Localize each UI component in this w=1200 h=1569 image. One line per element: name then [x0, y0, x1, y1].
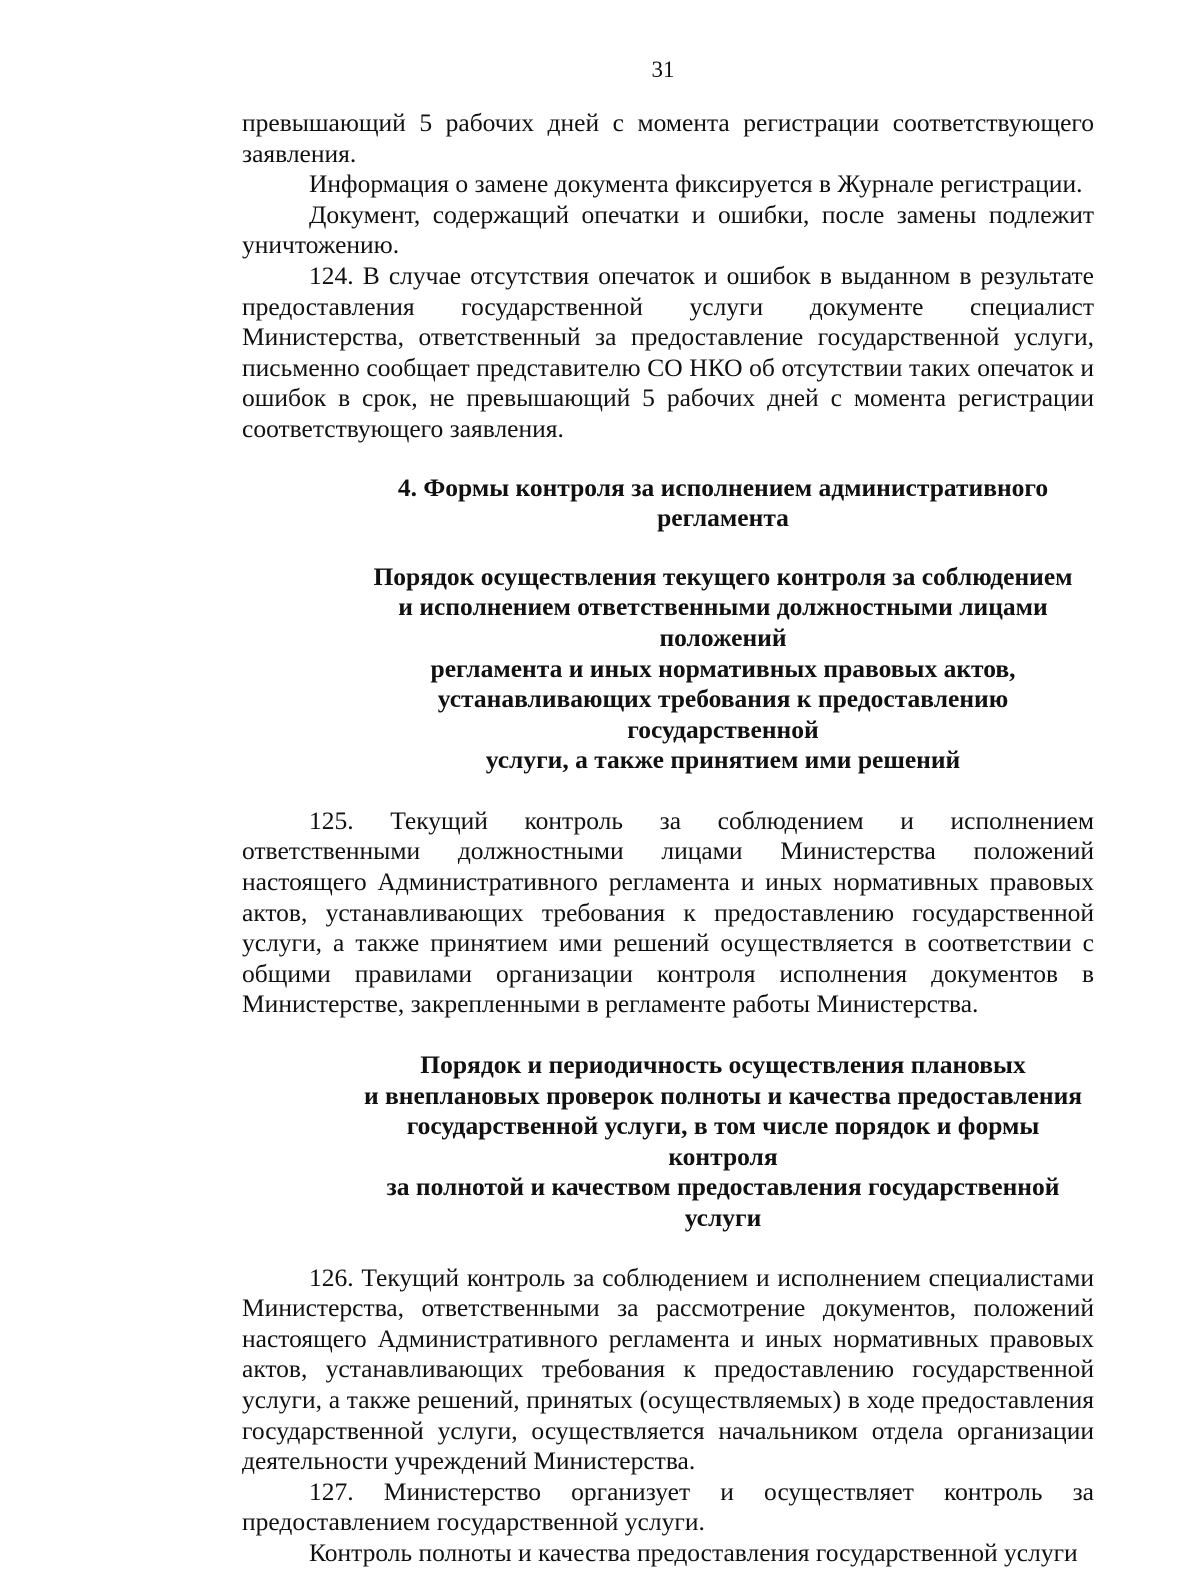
- subheading-line: регламента и иных нормативных правовых актов,: [430, 653, 1016, 683]
- paragraph-127: 127. Министерство организует и осуществляет контроль за предоставлением государственной услуги.: [242, 1476, 1094, 1537]
- subheading-line: государственной услуги, в том числе порядок и формы контроля: [406, 1111, 1040, 1171]
- subheading-current-control: [242, 562, 1094, 776]
- section-heading: [242, 473, 1094, 534]
- subheading-line: и внеплановых проверок полноты и качества предоставления: [363, 1080, 1083, 1110]
- section-heading-line: 4. Формы контроля за исполнением административного: [397, 472, 1049, 502]
- paragraph-journal-info: Информация о замене документа фиксируется в Журнале регистрации.: [309, 169, 1083, 199]
- subheading-inspections: [242, 1050, 1094, 1234]
- subheading-line: Порядок и периодичность осуществления плановых: [420, 1050, 1026, 1080]
- subheading-line: услуги, а также принятием ими решений: [485, 745, 961, 775]
- subheading-line: Порядок осуществления текущего контроля за соблюдением: [373, 561, 1073, 591]
- paragraph-continuation: превышающий 5 рабочих дней с момента регистрации соответствующего заявления.: [242, 108, 1094, 168]
- subheading-line: услуги: [684, 1203, 762, 1232]
- document-body: [242, 108, 1094, 1569]
- section-heading-line: регламента: [657, 503, 789, 533]
- paragraph-control-quality: Контроль полноты и качества предоставления государственной услуги: [309, 1537, 1078, 1567]
- page-number: 31: [651, 57, 675, 82]
- paragraph-document-destruction: Документ, содержащий опечатки и ошибки, после замены подлежит уничтожению.: [242, 199, 1094, 260]
- subheading-line: и исполнением ответственными должностными лицами положений: [398, 592, 1048, 652]
- paragraph-124: 124. В случае отсутствия опечаток и ошибок в выданном в результате предоставления государственной услуги документе специалист Министерства, ответственный за предоставление государственной услуги, письменно сообщает представителю СО НКО об отсутствии таких опечаток и ошибок в срок, не превышающий 5 рабочих дней с момента регистрации соответствующего заявления.: [242, 260, 1094, 443]
- subheading-line: устанавливающих требования к предоставлению государственной: [437, 684, 1009, 744]
- subheading-line: за полнотой и качеством предоставления государственной: [386, 1172, 1060, 1202]
- paragraph-125: 125. Текущий контроль за соблюдением и исполнением ответственными должностными лицами Министерства положений настоящего Административного регламента и иных нормативных правовых актов, устанавливающих требования к предоставлению государственной услуги, а также принятием ими решений осуществляется в соответствии с общими правилами организации контроля исполнения документов в Министерстве, закрепленными в регламенте работы Министерства.: [242, 805, 1094, 1019]
- paragraph-126: 126. Текущий контроль за соблюдением и исполнением специалистами Министерства, ответственными за рассмотрение документов, положений настоящего Административного регламента и иных нормативных правовых актов, устанавливающих требования к предоставлению государственной услуги, а также решений, принятых (осуществляемых) в ходе предоставления государственной услуги, осуществляется начальником отдела организации деятельности учреждений Министерства.: [242, 1262, 1094, 1476]
